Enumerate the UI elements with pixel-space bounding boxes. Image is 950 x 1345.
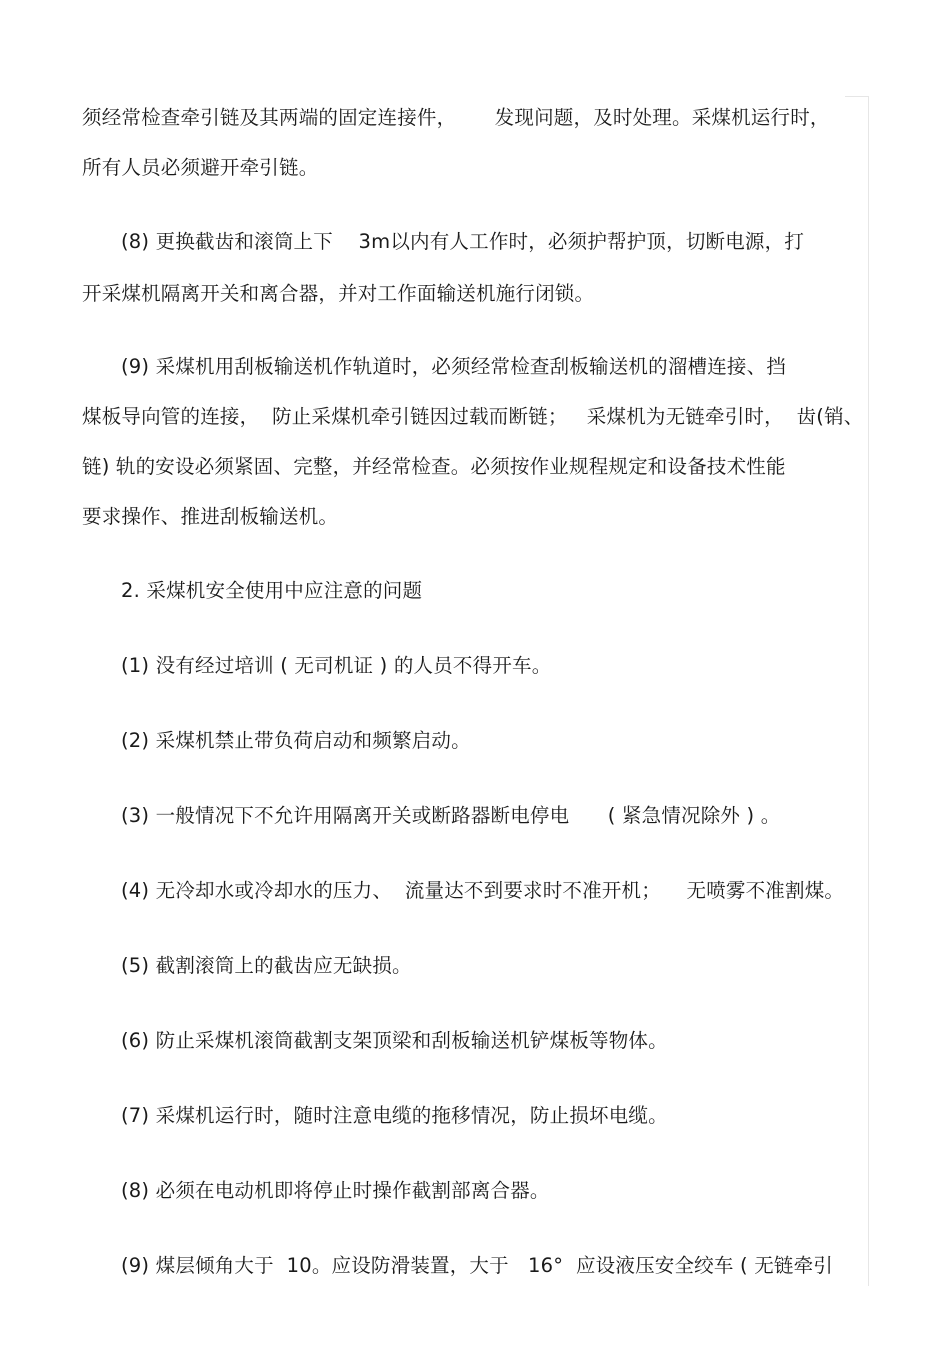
paragraph-line: (9) 采煤机用刮板输送机作轨道时，必须经常检查刮板输送机的溜槽连接、挡: [121, 355, 787, 378]
list-item: (1) 没有经过培训 ( 无司机证 ) 的人员不得开车。: [121, 654, 552, 677]
list-item: (9) 煤层倾角大于 10。应设防滑装置，大于 16° 应设液压安全绞车 ( 无链牵引: [121, 1254, 833, 1277]
list-item: (6) 防止采煤机滚筒截割支架顶梁和刮板输送机铲煤板等物体。: [121, 1029, 668, 1052]
paragraph-line: 链) 轨的安设必须紧固、完整，并经常检查。必须按作业规程规定和设备技术性能: [82, 455, 786, 478]
section-heading: 2. 采煤机安全使用中应注意的问题: [121, 579, 423, 602]
paragraph-line: 煤板导向管的连接， 防止采煤机牵引链因过载而断链； 采煤机为无链牵引时， 齿(销、: [82, 405, 864, 428]
list-item: (5) 截割滚筒上的截齿应无缺损。: [121, 954, 412, 977]
list-item: (2) 采煤机禁止带负荷启动和频繁启动。: [121, 729, 471, 752]
paragraph-line: 开采煤机隔离开关和离合器，并对工作面输送机施行闭锁。: [82, 282, 595, 305]
page-border-right: [868, 96, 869, 1286]
list-item: (4) 无冷却水或冷却水的压力、 流量达不到要求时不准开机； 无喷雾不准割煤。: [121, 879, 845, 902]
list-item: (8) 必须在电动机即将停止时操作截割部离合器。: [121, 1179, 550, 1202]
page-border-top: [845, 96, 869, 97]
paragraph-line: 要求操作、推进刮板输送机。: [82, 505, 339, 528]
paragraph-line: 所有人员必须避开牵引链。: [82, 156, 319, 179]
list-item: (7) 采煤机运行时，随时注意电缆的拖移情况，防止损坏电缆。: [121, 1104, 668, 1127]
list-item: (3) 一般情况下不允许用隔离开关或断路器断电停电 ( 紧急情况除外 ) 。: [121, 804, 781, 827]
paragraph-line: 须经常检查牵引链及其两端的固定连接件， 发现问题，及时处理。采煤机运行时，: [82, 106, 830, 129]
paragraph-line: (8) 更换截齿和滚筒上下 3m以内有人工作时，必须护帮护顶，切断电源，打: [121, 230, 805, 253]
